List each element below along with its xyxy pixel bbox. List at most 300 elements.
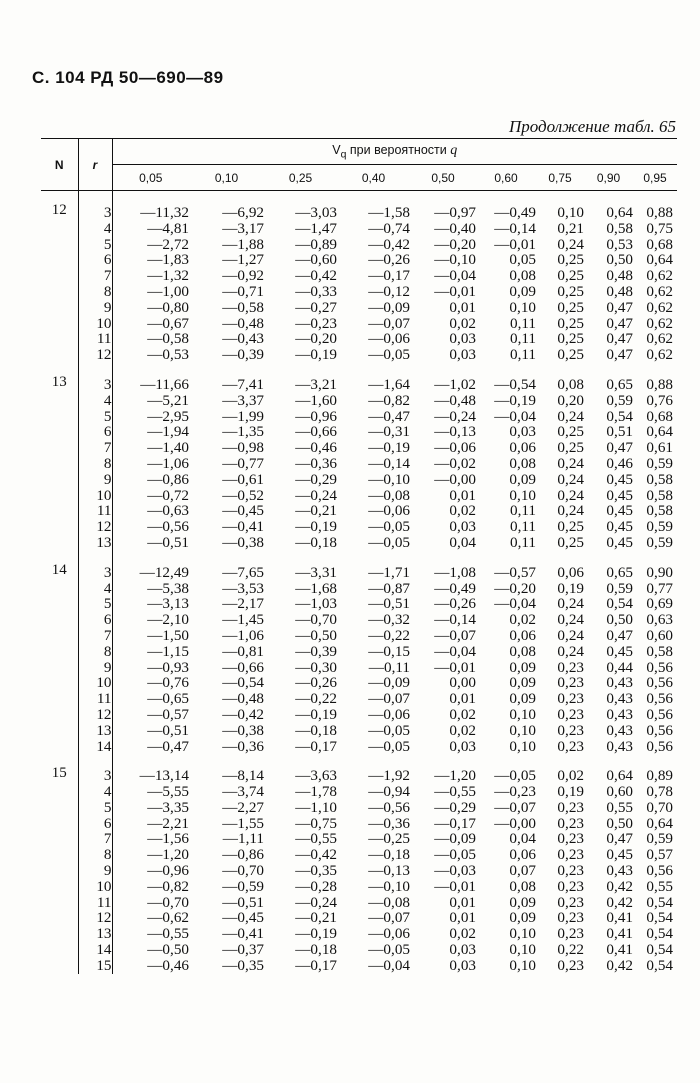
value-cell: 0,58 bbox=[646, 486, 673, 504]
probability-table bbox=[41, 138, 677, 974]
value-cell: —0,63 bbox=[147, 502, 189, 520]
value-cell: —11,66 bbox=[140, 375, 189, 393]
value-cell: 0,48 bbox=[606, 282, 633, 300]
value-cell: —0,18 bbox=[295, 721, 337, 739]
r-cell: 7 bbox=[78, 831, 112, 847]
value-cell: 0,59 bbox=[606, 391, 633, 409]
value-cell: —0,00 bbox=[494, 814, 536, 832]
r-cell: 8 bbox=[78, 644, 112, 660]
value-cell: 0,06 bbox=[509, 846, 536, 864]
value-cell: —0,20 bbox=[295, 330, 337, 348]
value-cell: —1,50 bbox=[147, 626, 189, 644]
value-cell: —0,42 bbox=[295, 846, 337, 864]
value-cell: —0,27 bbox=[295, 298, 337, 316]
value-cell: —2,72 bbox=[147, 235, 189, 253]
value-cell: 0,04 bbox=[509, 830, 536, 848]
r-cell: 5 bbox=[78, 596, 112, 612]
value-cell: —0,55 bbox=[295, 830, 337, 848]
value-cell: 0,24 bbox=[557, 626, 584, 644]
value-cell: —0,04 bbox=[368, 956, 410, 974]
value-cell: 0,77 bbox=[646, 579, 673, 597]
value-cell: 0,03 bbox=[449, 330, 476, 348]
value-cell: 0,45 bbox=[606, 642, 633, 660]
table-row bbox=[41, 331, 677, 347]
value-cell: 0,50 bbox=[606, 814, 633, 832]
value-cell: —0,82 bbox=[147, 877, 189, 895]
table-row bbox=[41, 347, 677, 363]
value-cell: 0,09 bbox=[509, 893, 536, 911]
value-cell: —0,48 bbox=[222, 314, 264, 332]
value-cell: 0,11 bbox=[509, 314, 536, 332]
r-cell: 3 bbox=[78, 191, 112, 221]
value-cell: 0,47 bbox=[606, 314, 633, 332]
r-cell: 8 bbox=[78, 456, 112, 472]
value-cell: —1,60 bbox=[295, 391, 337, 409]
value-cell: —12,49 bbox=[139, 563, 189, 581]
value-cell: —0,05 bbox=[368, 533, 410, 551]
value-cell: —0,70 bbox=[147, 893, 189, 911]
table-row bbox=[41, 581, 677, 597]
value-cell: 0,05 bbox=[509, 251, 536, 269]
value-cell: —3,35 bbox=[147, 798, 189, 816]
value-cell: 0,62 bbox=[646, 298, 673, 316]
value-cell: —0,25 bbox=[368, 830, 410, 848]
table-row bbox=[41, 784, 677, 800]
value-cell: —0,41 bbox=[222, 925, 264, 943]
value-cell: —8,14 bbox=[222, 767, 264, 785]
value-cell: —0,38 bbox=[222, 721, 264, 739]
value-cell: 0,25 bbox=[557, 346, 584, 364]
value-cell: —1,03 bbox=[295, 595, 337, 613]
value-cell: —0,19 bbox=[494, 391, 536, 409]
r-cell: 13 bbox=[78, 926, 112, 942]
r-cell: 8 bbox=[78, 284, 112, 300]
r-cell: 10 bbox=[78, 879, 112, 895]
r-cell: 3 bbox=[78, 754, 112, 784]
value-cell: 0,08 bbox=[509, 877, 536, 895]
value-cell: —0,57 bbox=[494, 563, 536, 581]
value-cell: 0,02 bbox=[449, 705, 476, 723]
value-cell: —1,45 bbox=[222, 611, 264, 629]
value-cell: 0,10 bbox=[509, 737, 536, 755]
value-cell: 0,47 bbox=[606, 298, 633, 316]
value-cell: 0,11 bbox=[509, 330, 536, 348]
value-cell: 0,10 bbox=[509, 298, 536, 316]
value-cell: —0,70 bbox=[295, 611, 337, 629]
r-cell: 15 bbox=[78, 958, 112, 974]
value-cell: 0,01 bbox=[449, 486, 476, 504]
value-cell: —0,72 bbox=[147, 486, 189, 504]
value-cell: —1,35 bbox=[222, 423, 264, 441]
value-cell: 0,19 bbox=[557, 579, 584, 597]
value-cell: —0,08 bbox=[368, 486, 410, 504]
table-row bbox=[41, 739, 677, 755]
value-cell: 0,23 bbox=[557, 674, 584, 692]
value-cell: 0,41 bbox=[606, 909, 633, 927]
r-cell: 14 bbox=[78, 942, 112, 958]
value-cell: —0,05 bbox=[368, 518, 410, 536]
value-cell: —0,40 bbox=[434, 219, 476, 237]
value-cell: 0,57 bbox=[646, 846, 673, 864]
value-cell: —0,62 bbox=[147, 909, 189, 927]
value-cell: —7,65 bbox=[222, 563, 264, 581]
value-cell: —0,51 bbox=[147, 721, 189, 739]
value-cell: —0,01 bbox=[434, 282, 476, 300]
value-cell: 0,23 bbox=[557, 877, 584, 895]
value-cell: —1,64 bbox=[368, 375, 410, 393]
value-cell: 0,08 bbox=[509, 454, 536, 472]
r-cell: 4 bbox=[78, 221, 112, 237]
r-cell: 13 bbox=[78, 723, 112, 739]
value-cell: 0,75 bbox=[646, 219, 673, 237]
r-cell: 14 bbox=[78, 739, 112, 755]
table-row bbox=[41, 707, 677, 723]
value-cell: —0,18 bbox=[368, 846, 410, 864]
r-cell: 11 bbox=[78, 691, 112, 707]
value-cell: —0,05 bbox=[368, 941, 410, 959]
value-cell: 0,55 bbox=[606, 798, 633, 816]
value-cell: 0,23 bbox=[557, 909, 584, 927]
value-cell: —0,17 bbox=[434, 814, 476, 832]
value-cell: 0,25 bbox=[557, 314, 584, 332]
value-cell: —0,24 bbox=[434, 407, 476, 425]
value-cell: 0,59 bbox=[646, 454, 673, 472]
value-cell: 0,10 bbox=[509, 721, 536, 739]
value-cell: 0,54 bbox=[606, 595, 633, 613]
value-cell: 0,10 bbox=[509, 956, 536, 974]
value-cell: —0,86 bbox=[147, 470, 189, 488]
table-row bbox=[41, 237, 677, 253]
r-cell: 3 bbox=[78, 551, 112, 581]
value-cell: 0,02 bbox=[557, 767, 584, 785]
value-cell: —0,11 bbox=[368, 658, 410, 676]
value-cell: —0,17 bbox=[295, 956, 337, 974]
value-cell: 0,10 bbox=[509, 486, 536, 504]
table-row bbox=[41, 519, 677, 535]
value-cell: 0,56 bbox=[646, 690, 673, 708]
value-cell: —0,05 bbox=[368, 721, 410, 739]
value-cell: 0,60 bbox=[606, 783, 633, 801]
value-cell: —3,63 bbox=[295, 767, 337, 785]
value-cell: 0,44 bbox=[606, 658, 633, 676]
value-cell: —0,54 bbox=[222, 674, 264, 692]
value-cell: —0,26 bbox=[295, 674, 337, 692]
value-cell: 0,23 bbox=[557, 893, 584, 911]
value-cell: —0,14 bbox=[434, 611, 476, 629]
value-cell: —0,32 bbox=[368, 611, 410, 629]
value-cell: —1,94 bbox=[147, 423, 189, 441]
value-cell: 0,90 bbox=[646, 563, 673, 581]
value-cell: —0,49 bbox=[434, 579, 476, 597]
value-cell: 0,59 bbox=[646, 830, 673, 848]
value-cell: 0,09 bbox=[509, 470, 536, 488]
value-cell: 0,25 bbox=[557, 298, 584, 316]
value-cell: —0,87 bbox=[368, 579, 410, 597]
value-cell: —0,97 bbox=[434, 204, 476, 221]
value-cell: —0,59 bbox=[222, 877, 264, 895]
value-cell: —3,03 bbox=[295, 204, 337, 221]
value-cell: —0,51 bbox=[147, 533, 189, 551]
value-cell: 0,01 bbox=[449, 298, 476, 316]
table-row bbox=[41, 926, 677, 942]
value-cell: 0,01 bbox=[449, 690, 476, 708]
value-cell: —0,81 bbox=[222, 642, 264, 660]
r-cell: 10 bbox=[78, 675, 112, 691]
table-row bbox=[41, 393, 677, 409]
value-cell: —0,18 bbox=[295, 941, 337, 959]
table-row bbox=[41, 831, 677, 847]
table-row bbox=[41, 191, 677, 221]
value-cell: 0,23 bbox=[557, 705, 584, 723]
value-cell: 0,50 bbox=[606, 251, 633, 269]
value-cell: —0,29 bbox=[295, 470, 337, 488]
value-cell: —0,35 bbox=[222, 956, 264, 974]
value-cell: —0,33 bbox=[295, 282, 337, 300]
value-cell: 0,25 bbox=[557, 330, 584, 348]
table-row bbox=[41, 456, 677, 472]
value-cell: —0,80 bbox=[147, 298, 189, 316]
r-cell: 12 bbox=[78, 910, 112, 926]
value-cell: 0,62 bbox=[646, 267, 673, 285]
value-cell: —0,36 bbox=[222, 737, 264, 755]
value-cell: 0,25 bbox=[557, 267, 584, 285]
value-cell: 0,54 bbox=[646, 956, 673, 974]
value-cell: —0,12 bbox=[368, 282, 410, 300]
probability-header: 0,90 bbox=[596, 170, 621, 185]
table-row bbox=[41, 879, 677, 895]
value-cell: —0,43 bbox=[222, 330, 264, 348]
value-cell: 0,64 bbox=[646, 814, 673, 832]
value-cell: —0,42 bbox=[295, 267, 337, 285]
value-cell: —3,21 bbox=[295, 375, 337, 393]
value-cell: —0,20 bbox=[494, 579, 536, 597]
value-cell: —0,56 bbox=[368, 798, 410, 816]
value-cell: 0,43 bbox=[606, 862, 633, 880]
value-cell: 0,10 bbox=[509, 925, 536, 943]
value-cell: 0,47 bbox=[606, 626, 633, 644]
value-cell: —0,77 bbox=[222, 454, 264, 472]
value-cell: —1,92 bbox=[368, 767, 410, 785]
table-row bbox=[41, 942, 677, 958]
value-cell: —0,61 bbox=[222, 470, 264, 488]
value-cell: —0,39 bbox=[222, 346, 264, 364]
value-cell: 0,56 bbox=[646, 862, 673, 880]
value-cell: —1,40 bbox=[147, 439, 189, 457]
value-cell: —0,18 bbox=[295, 533, 337, 551]
vq-subscript: q bbox=[340, 149, 347, 161]
value-cell: 0,20 bbox=[557, 391, 584, 409]
table-row bbox=[41, 424, 677, 440]
value-cell: —0,47 bbox=[368, 407, 410, 425]
value-cell: 0,59 bbox=[606, 579, 633, 597]
value-cell: 0,03 bbox=[449, 941, 476, 959]
value-cell: 0,45 bbox=[606, 502, 633, 520]
value-cell: —0,89 bbox=[295, 235, 337, 253]
value-cell: 0,65 bbox=[606, 563, 633, 581]
value-cell: —2,27 bbox=[222, 798, 264, 816]
table-body bbox=[41, 191, 677, 974]
group-n-cell: 12 bbox=[41, 191, 78, 363]
value-cell: —0,48 bbox=[222, 690, 264, 708]
value-cell: —0,06 bbox=[368, 925, 410, 943]
table-row bbox=[41, 363, 677, 393]
header-n: N bbox=[41, 139, 78, 191]
table-row bbox=[41, 488, 677, 504]
vq-symbol: V bbox=[332, 142, 341, 157]
table-row bbox=[41, 675, 677, 691]
value-cell: —1,78 bbox=[295, 783, 337, 801]
value-cell: 0,47 bbox=[606, 830, 633, 848]
value-cell: 0,23 bbox=[557, 658, 584, 676]
value-cell: 0,00 bbox=[449, 674, 476, 692]
value-cell: —5,21 bbox=[147, 391, 189, 409]
value-cell: —0,58 bbox=[222, 298, 264, 316]
value-cell: —0,50 bbox=[147, 941, 189, 959]
value-cell: —0,24 bbox=[295, 893, 337, 911]
value-cell: —0,31 bbox=[368, 423, 410, 441]
value-cell: —0,17 bbox=[368, 267, 410, 285]
value-cell: —0,04 bbox=[434, 267, 476, 285]
value-cell: —3,74 bbox=[222, 783, 264, 801]
value-cell: —0,26 bbox=[368, 251, 410, 269]
value-cell: —0,42 bbox=[368, 235, 410, 253]
value-cell: —0,14 bbox=[494, 219, 536, 237]
value-cell: 0,56 bbox=[646, 705, 673, 723]
r-cell: 10 bbox=[78, 488, 112, 504]
r-cell: 3 bbox=[78, 363, 112, 393]
r-cell: 9 bbox=[78, 300, 112, 316]
value-cell: 0,65 bbox=[606, 375, 633, 393]
value-cell: —0,24 bbox=[295, 486, 337, 504]
table-row bbox=[41, 300, 677, 316]
table-row bbox=[41, 221, 677, 237]
group-n-cell: 13 bbox=[41, 363, 78, 551]
value-cell: —1,68 bbox=[295, 579, 337, 597]
value-cell: —0,01 bbox=[434, 877, 476, 895]
value-cell: 0,10 bbox=[557, 204, 584, 221]
value-cell: 0,88 bbox=[646, 204, 673, 221]
value-cell: —0,23 bbox=[295, 314, 337, 332]
value-cell: 0,01 bbox=[449, 909, 476, 927]
table-row bbox=[41, 644, 677, 660]
value-cell: —0,09 bbox=[368, 298, 410, 316]
value-cell: 0,24 bbox=[557, 470, 584, 488]
table-row bbox=[41, 503, 677, 519]
value-cell: 0,11 bbox=[509, 346, 536, 364]
value-cell: —0,57 bbox=[147, 705, 189, 723]
value-cell: —0,56 bbox=[147, 518, 189, 536]
r-cell: 6 bbox=[78, 252, 112, 268]
value-cell: —0,39 bbox=[295, 642, 337, 660]
r-cell: 5 bbox=[78, 409, 112, 425]
probability-header: 0,05 bbox=[139, 170, 163, 185]
value-cell: —2,17 bbox=[222, 595, 264, 613]
value-cell: —0,50 bbox=[295, 626, 337, 644]
value-cell: 0,23 bbox=[557, 862, 584, 880]
value-cell: —0,07 bbox=[368, 909, 410, 927]
value-cell: —0,08 bbox=[368, 893, 410, 911]
value-cell: —3,17 bbox=[222, 219, 264, 237]
value-cell: —0,66 bbox=[222, 658, 264, 676]
value-cell: —3,13 bbox=[147, 595, 189, 613]
value-cell: —1,88 bbox=[222, 235, 264, 253]
r-cell: 4 bbox=[78, 393, 112, 409]
table-row bbox=[41, 440, 677, 456]
value-cell: —0,22 bbox=[295, 690, 337, 708]
value-cell: 0,24 bbox=[557, 611, 584, 629]
value-cell: —0,41 bbox=[222, 518, 264, 536]
value-cell: 0,09 bbox=[509, 658, 536, 676]
r-cell: 9 bbox=[78, 863, 112, 879]
value-cell: —0,36 bbox=[368, 814, 410, 832]
r-cell: 12 bbox=[78, 707, 112, 723]
value-cell: 0,22 bbox=[557, 941, 584, 959]
value-cell: 0,59 bbox=[646, 533, 673, 551]
value-cell: 0,63 bbox=[646, 611, 673, 629]
r-cell: 13 bbox=[78, 535, 112, 551]
value-cell: 0,43 bbox=[606, 674, 633, 692]
value-cell: 0,56 bbox=[646, 737, 673, 755]
r-cell: 11 bbox=[78, 503, 112, 519]
table-row bbox=[41, 847, 677, 863]
r-cell: 9 bbox=[78, 660, 112, 676]
value-cell: —1,99 bbox=[222, 407, 264, 425]
value-cell: —0,70 bbox=[222, 862, 264, 880]
value-cell: —1,15 bbox=[147, 642, 189, 660]
value-cell: —0,05 bbox=[368, 346, 410, 364]
value-cell: —1,02 bbox=[434, 375, 476, 393]
r-cell: 5 bbox=[78, 237, 112, 253]
table-row bbox=[41, 535, 677, 551]
value-cell: 0,89 bbox=[646, 767, 673, 785]
table-row bbox=[41, 723, 677, 739]
value-cell: —0,06 bbox=[368, 330, 410, 348]
value-cell: —0,04 bbox=[494, 407, 536, 425]
value-cell: 0,62 bbox=[646, 314, 673, 332]
table-row bbox=[41, 863, 677, 879]
value-cell: —0,23 bbox=[494, 783, 536, 801]
value-cell: —0,45 bbox=[222, 909, 264, 927]
value-cell: 0,06 bbox=[509, 439, 536, 457]
value-cell: 0,24 bbox=[557, 407, 584, 425]
value-cell: 0,53 bbox=[606, 235, 633, 253]
value-cell: —0,51 bbox=[368, 595, 410, 613]
value-cell: —0,07 bbox=[494, 798, 536, 816]
table-row bbox=[41, 816, 677, 832]
value-cell: 0,24 bbox=[557, 454, 584, 472]
value-cell: 0,51 bbox=[606, 423, 633, 441]
value-cell: —0,01 bbox=[434, 658, 476, 676]
value-cell: 0,25 bbox=[557, 423, 584, 441]
value-cell: —0,06 bbox=[368, 502, 410, 520]
value-cell: —0,22 bbox=[368, 626, 410, 644]
value-cell: —1,06 bbox=[222, 626, 264, 644]
value-cell: 0,06 bbox=[509, 626, 536, 644]
value-cell: —0,86 bbox=[222, 846, 264, 864]
value-cell: —0,21 bbox=[295, 502, 337, 520]
value-cell: 0,23 bbox=[557, 846, 584, 864]
value-cell: —0,13 bbox=[434, 423, 476, 441]
value-cell: —0,71 bbox=[222, 282, 264, 300]
value-cell: 0,47 bbox=[606, 346, 633, 364]
value-cell: —0,09 bbox=[368, 674, 410, 692]
value-cell: —0,09 bbox=[434, 830, 476, 848]
probability-header: 0,95 bbox=[643, 170, 667, 185]
value-cell: —0,19 bbox=[368, 439, 410, 457]
value-cell: —0,96 bbox=[147, 862, 189, 880]
r-cell: 4 bbox=[78, 784, 112, 800]
value-cell: 0,76 bbox=[646, 391, 673, 409]
